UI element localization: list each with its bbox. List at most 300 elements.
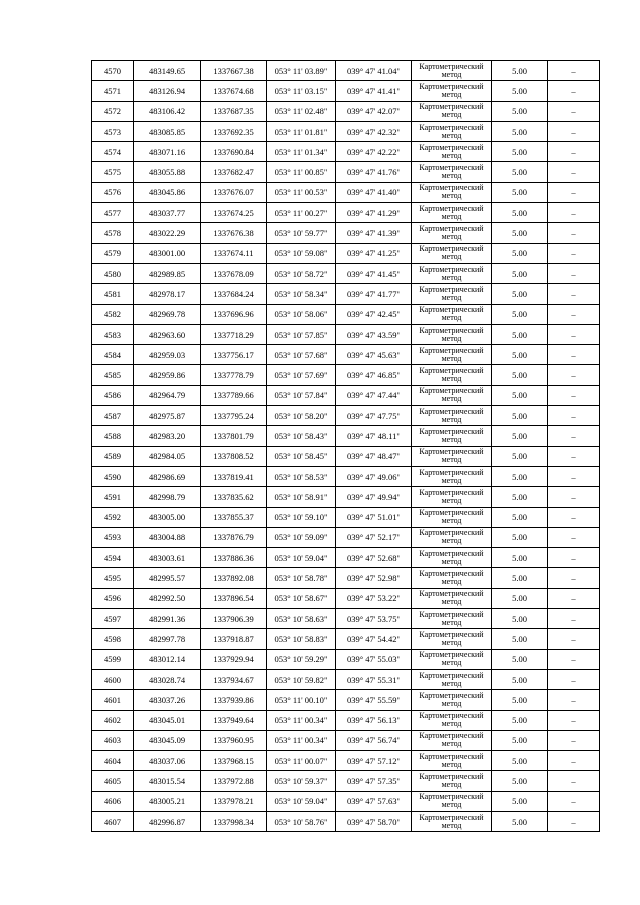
accuracy-cell: 5.00 <box>492 527 548 547</box>
latitude-cell: 053° 11' 03.89" <box>267 61 336 81</box>
point-number-cell: 4601 <box>92 690 134 710</box>
method-cell: Картометрический метод <box>412 527 492 547</box>
latitude-cell: 053° 10' 58.78" <box>267 568 336 588</box>
latitude-cell: 053° 10' 59.04" <box>267 548 336 568</box>
x-coordinate-cell: 483085.85 <box>134 121 201 141</box>
note-cell: – <box>548 182 600 202</box>
latitude-cell: 053° 11' 00.34" <box>267 730 336 750</box>
note-cell: – <box>548 791 600 811</box>
x-coordinate-cell: 483045.86 <box>134 182 201 202</box>
note-cell: – <box>548 284 600 304</box>
x-coordinate-cell: 482991.36 <box>134 609 201 629</box>
y-coordinate-cell: 1337789.66 <box>201 385 267 405</box>
point-number-cell: 4591 <box>92 487 134 507</box>
latitude-cell: 053° 11' 01.34" <box>267 142 336 162</box>
accuracy-cell: 5.00 <box>492 324 548 344</box>
point-number-cell: 4584 <box>92 345 134 365</box>
note-cell: – <box>548 811 600 831</box>
point-number-cell: 4572 <box>92 101 134 121</box>
method-cell: Картометрический метод <box>412 81 492 101</box>
longitude-cell: 039° 47' 48.47" <box>336 446 412 466</box>
x-coordinate-cell: 483001.00 <box>134 243 201 263</box>
y-coordinate-cell: 1337886.36 <box>201 548 267 568</box>
table-row <box>92 548 600 568</box>
x-coordinate-cell: 483055.88 <box>134 162 201 182</box>
y-coordinate-cell: 1337778.79 <box>201 365 267 385</box>
accuracy-cell: 5.00 <box>492 629 548 649</box>
longitude-cell: 039° 47' 41.77" <box>336 284 412 304</box>
accuracy-cell: 5.00 <box>492 771 548 791</box>
note-cell: – <box>548 568 600 588</box>
note-cell: – <box>548 385 600 405</box>
method-cell: Картометрический метод <box>412 649 492 669</box>
accuracy-cell: 5.00 <box>492 751 548 771</box>
table-row <box>92 203 600 223</box>
method-cell: Картометрический метод <box>412 101 492 121</box>
y-coordinate-cell: 1337678.09 <box>201 263 267 283</box>
latitude-cell: 053° 10' 57.84" <box>267 385 336 405</box>
table-row <box>92 507 600 527</box>
longitude-cell: 039° 47' 42.22" <box>336 142 412 162</box>
method-cell: Картометрический метод <box>412 548 492 568</box>
accuracy-cell: 5.00 <box>492 223 548 243</box>
x-coordinate-cell: 483071.16 <box>134 142 201 162</box>
accuracy-cell: 5.00 <box>492 426 548 446</box>
latitude-cell: 053° 10' 58.34" <box>267 284 336 304</box>
note-cell: – <box>548 263 600 283</box>
y-coordinate-cell: 1337855.37 <box>201 507 267 527</box>
y-coordinate-cell: 1337667.38 <box>201 61 267 81</box>
longitude-cell: 039° 47' 53.75" <box>336 609 412 629</box>
y-coordinate-cell: 1337795.24 <box>201 406 267 426</box>
y-coordinate-cell: 1337682.47 <box>201 162 267 182</box>
method-cell: Картометрический метод <box>412 669 492 689</box>
y-coordinate-cell: 1337929.94 <box>201 649 267 669</box>
x-coordinate-cell: 482978.17 <box>134 284 201 304</box>
y-coordinate-cell: 1337978.21 <box>201 791 267 811</box>
y-coordinate-cell: 1337906.39 <box>201 609 267 629</box>
longitude-cell: 039° 47' 41.40" <box>336 182 412 202</box>
latitude-cell: 053° 11' 00.07" <box>267 751 336 771</box>
y-coordinate-cell: 1337676.07 <box>201 182 267 202</box>
longitude-cell: 039° 47' 41.41" <box>336 81 412 101</box>
y-coordinate-cell: 1337696.96 <box>201 304 267 324</box>
accuracy-cell: 5.00 <box>492 284 548 304</box>
table-row <box>92 81 600 101</box>
latitude-cell: 053° 11' 00.85" <box>267 162 336 182</box>
longitude-cell: 039° 47' 42.32" <box>336 121 412 141</box>
accuracy-cell: 5.00 <box>492 263 548 283</box>
x-coordinate-cell: 482995.57 <box>134 568 201 588</box>
point-number-cell: 4576 <box>92 182 134 202</box>
table-row <box>92 771 600 791</box>
method-cell: Картометрический метод <box>412 304 492 324</box>
point-number-cell: 4589 <box>92 446 134 466</box>
latitude-cell: 053° 10' 58.83" <box>267 629 336 649</box>
point-number-cell: 4598 <box>92 629 134 649</box>
longitude-cell: 039° 47' 55.31" <box>336 669 412 689</box>
method-cell: Картометрический метод <box>412 568 492 588</box>
method-cell: Картометрический метод <box>412 142 492 162</box>
x-coordinate-cell: 483149.65 <box>134 61 201 81</box>
note-cell: – <box>548 527 600 547</box>
method-cell: Картометрический метод <box>412 588 492 608</box>
note-cell: – <box>548 162 600 182</box>
method-cell: Картометрический метод <box>412 629 492 649</box>
latitude-cell: 053° 10' 57.69" <box>267 365 336 385</box>
note-cell: – <box>548 649 600 669</box>
x-coordinate-cell: 483045.01 <box>134 710 201 730</box>
latitude-cell: 053° 10' 58.72" <box>267 263 336 283</box>
latitude-cell: 053° 11' 03.15" <box>267 81 336 101</box>
method-cell: Картометрический метод <box>412 730 492 750</box>
point-number-cell: 4583 <box>92 324 134 344</box>
longitude-cell: 039° 47' 57.63" <box>336 791 412 811</box>
note-cell: – <box>548 406 600 426</box>
y-coordinate-cell: 1337676.38 <box>201 223 267 243</box>
method-cell: Картометрический метод <box>412 690 492 710</box>
y-coordinate-cell: 1337674.11 <box>201 243 267 263</box>
x-coordinate-cell: 483015.54 <box>134 771 201 791</box>
note-cell: – <box>548 426 600 446</box>
point-number-cell: 4582 <box>92 304 134 324</box>
x-coordinate-cell: 483106.42 <box>134 101 201 121</box>
accuracy-cell: 5.00 <box>492 81 548 101</box>
table-row <box>92 162 600 182</box>
method-cell: Картометрический метод <box>412 61 492 81</box>
accuracy-cell: 5.00 <box>492 811 548 831</box>
accuracy-cell: 5.00 <box>492 243 548 263</box>
y-coordinate-cell: 1337718.29 <box>201 324 267 344</box>
point-number-cell: 4581 <box>92 284 134 304</box>
y-coordinate-cell: 1337918.87 <box>201 629 267 649</box>
method-cell: Картометрический метод <box>412 243 492 263</box>
x-coordinate-cell: 482998.79 <box>134 487 201 507</box>
y-coordinate-cell: 1337674.68 <box>201 81 267 101</box>
latitude-cell: 053° 11' 00.53" <box>267 182 336 202</box>
longitude-cell: 039° 47' 55.03" <box>336 649 412 669</box>
point-number-cell: 4588 <box>92 426 134 446</box>
table-row <box>92 243 600 263</box>
longitude-cell: 039° 47' 46.85" <box>336 365 412 385</box>
latitude-cell: 053° 10' 58.20" <box>267 406 336 426</box>
note-cell: – <box>548 243 600 263</box>
note-cell: – <box>548 487 600 507</box>
latitude-cell: 053° 10' 59.82" <box>267 669 336 689</box>
latitude-cell: 053° 10' 58.43" <box>267 426 336 446</box>
latitude-cell: 053° 10' 58.76" <box>267 811 336 831</box>
y-coordinate-cell: 1337896.54 <box>201 588 267 608</box>
table-row <box>92 466 600 486</box>
point-number-cell: 4606 <box>92 791 134 811</box>
method-cell: Картометрический метод <box>412 284 492 304</box>
table-row <box>92 446 600 466</box>
point-number-cell: 4587 <box>92 406 134 426</box>
method-cell: Картометрический метод <box>412 365 492 385</box>
point-number-cell: 4602 <box>92 710 134 730</box>
longitude-cell: 039° 47' 42.45" <box>336 304 412 324</box>
x-coordinate-cell: 483028.74 <box>134 669 201 689</box>
y-coordinate-cell: 1337949.64 <box>201 710 267 730</box>
longitude-cell: 039° 47' 52.17" <box>336 527 412 547</box>
method-cell: Картометрический метод <box>412 487 492 507</box>
point-number-cell: 4603 <box>92 730 134 750</box>
accuracy-cell: 5.00 <box>492 142 548 162</box>
point-number-cell: 4597 <box>92 609 134 629</box>
accuracy-cell: 5.00 <box>492 203 548 223</box>
latitude-cell: 053° 10' 57.68" <box>267 345 336 365</box>
y-coordinate-cell: 1337690.84 <box>201 142 267 162</box>
longitude-cell: 039° 47' 45.63" <box>336 345 412 365</box>
longitude-cell: 039° 47' 48.11" <box>336 426 412 446</box>
accuracy-cell: 5.00 <box>492 446 548 466</box>
y-coordinate-cell: 1337801.79 <box>201 426 267 446</box>
x-coordinate-cell: 483003.61 <box>134 548 201 568</box>
longitude-cell: 039° 47' 55.59" <box>336 690 412 710</box>
latitude-cell: 053° 10' 58.63" <box>267 609 336 629</box>
y-coordinate-cell: 1337674.25 <box>201 203 267 223</box>
table-row <box>92 811 600 831</box>
x-coordinate-cell: 482975.87 <box>134 406 201 426</box>
latitude-cell: 053° 10' 57.85" <box>267 324 336 344</box>
longitude-cell: 039° 47' 41.45" <box>336 263 412 283</box>
note-cell: – <box>548 588 600 608</box>
table-row <box>92 426 600 446</box>
y-coordinate-cell: 1337692.35 <box>201 121 267 141</box>
table-row <box>92 730 600 750</box>
latitude-cell: 053° 10' 59.29" <box>267 649 336 669</box>
longitude-cell: 039° 47' 41.76" <box>336 162 412 182</box>
point-number-cell: 4600 <box>92 669 134 689</box>
note-cell: – <box>548 142 600 162</box>
longitude-cell: 039° 47' 56.13" <box>336 710 412 730</box>
longitude-cell: 039° 47' 47.75" <box>336 406 412 426</box>
method-cell: Картометрический метод <box>412 406 492 426</box>
note-cell: – <box>548 121 600 141</box>
method-cell: Картометрический метод <box>412 710 492 730</box>
note-cell: – <box>548 345 600 365</box>
point-number-cell: 4592 <box>92 507 134 527</box>
accuracy-cell: 5.00 <box>492 730 548 750</box>
table-row <box>92 365 600 385</box>
x-coordinate-cell: 482959.86 <box>134 365 201 385</box>
point-number-cell: 4580 <box>92 263 134 283</box>
y-coordinate-cell: 1337687.35 <box>201 101 267 121</box>
table-row <box>92 588 600 608</box>
table-row <box>92 487 600 507</box>
longitude-cell: 039° 47' 54.42" <box>336 629 412 649</box>
method-cell: Картометрический метод <box>412 426 492 446</box>
y-coordinate-cell: 1337756.17 <box>201 345 267 365</box>
table-row <box>92 527 600 547</box>
table-row <box>92 324 600 344</box>
latitude-cell: 053° 11' 00.27" <box>267 203 336 223</box>
x-coordinate-cell: 483005.21 <box>134 791 201 811</box>
longitude-cell: 039° 47' 52.68" <box>336 548 412 568</box>
accuracy-cell: 5.00 <box>492 162 548 182</box>
y-coordinate-cell: 1337934.67 <box>201 669 267 689</box>
x-coordinate-cell: 483004.88 <box>134 527 201 547</box>
point-number-cell: 4585 <box>92 365 134 385</box>
longitude-cell: 039° 47' 42.07" <box>336 101 412 121</box>
note-cell: – <box>548 223 600 243</box>
point-number-cell: 4577 <box>92 203 134 223</box>
longitude-cell: 039° 47' 41.39" <box>336 223 412 243</box>
table-row <box>92 385 600 405</box>
table-row <box>92 710 600 730</box>
y-coordinate-cell: 1337939.86 <box>201 690 267 710</box>
table-row <box>92 568 600 588</box>
y-coordinate-cell: 1337998.34 <box>201 811 267 831</box>
note-cell: – <box>548 771 600 791</box>
method-cell: Картометрический метод <box>412 324 492 344</box>
x-coordinate-cell: 482989.85 <box>134 263 201 283</box>
x-coordinate-cell: 483037.26 <box>134 690 201 710</box>
x-coordinate-cell: 482996.87 <box>134 811 201 831</box>
accuracy-cell: 5.00 <box>492 507 548 527</box>
method-cell: Картометрический метод <box>412 446 492 466</box>
x-coordinate-cell: 483045.09 <box>134 730 201 750</box>
accuracy-cell: 5.00 <box>492 121 548 141</box>
latitude-cell: 053° 11' 00.10" <box>267 690 336 710</box>
table-row <box>92 345 600 365</box>
longitude-cell: 039° 47' 41.04" <box>336 61 412 81</box>
point-number-cell: 4607 <box>92 811 134 831</box>
accuracy-cell: 5.00 <box>492 406 548 426</box>
y-coordinate-cell: 1337960.95 <box>201 730 267 750</box>
point-number-cell: 4571 <box>92 81 134 101</box>
note-cell: – <box>548 710 600 730</box>
y-coordinate-cell: 1337819.41 <box>201 466 267 486</box>
note-cell: – <box>548 751 600 771</box>
y-coordinate-cell: 1337892.08 <box>201 568 267 588</box>
longitude-cell: 039° 47' 41.29" <box>336 203 412 223</box>
point-number-cell: 4575 <box>92 162 134 182</box>
point-number-cell: 4596 <box>92 588 134 608</box>
accuracy-cell: 5.00 <box>492 182 548 202</box>
table-row <box>92 690 600 710</box>
method-cell: Картометрический метод <box>412 771 492 791</box>
method-cell: Картометрический метод <box>412 162 492 182</box>
method-cell: Картометрический метод <box>412 507 492 527</box>
point-number-cell: 4595 <box>92 568 134 588</box>
note-cell: – <box>548 81 600 101</box>
accuracy-cell: 5.00 <box>492 345 548 365</box>
method-cell: Картометрический метод <box>412 263 492 283</box>
note-cell: – <box>548 324 600 344</box>
point-number-cell: 4605 <box>92 771 134 791</box>
latitude-cell: 053° 10' 58.53" <box>267 466 336 486</box>
latitude-cell: 053° 11' 00.34" <box>267 710 336 730</box>
accuracy-cell: 5.00 <box>492 791 548 811</box>
note-cell: – <box>548 203 600 223</box>
note-cell: – <box>548 629 600 649</box>
x-coordinate-cell: 482986.69 <box>134 466 201 486</box>
table-row <box>92 223 600 243</box>
accuracy-cell: 5.00 <box>492 548 548 568</box>
x-coordinate-cell: 482964.79 <box>134 385 201 405</box>
note-cell: – <box>548 101 600 121</box>
accuracy-cell: 5.00 <box>492 669 548 689</box>
method-cell: Картометрический метод <box>412 182 492 202</box>
x-coordinate-cell: 482969.78 <box>134 304 201 324</box>
x-coordinate-cell: 483037.06 <box>134 751 201 771</box>
table-row <box>92 61 600 81</box>
accuracy-cell: 5.00 <box>492 385 548 405</box>
latitude-cell: 053° 11' 01.81" <box>267 121 336 141</box>
method-cell: Картометрический метод <box>412 203 492 223</box>
x-coordinate-cell: 483126.94 <box>134 81 201 101</box>
method-cell: Картометрический метод <box>412 345 492 365</box>
table-row <box>92 406 600 426</box>
table-row <box>92 751 600 771</box>
accuracy-cell: 5.00 <box>492 609 548 629</box>
table-row <box>92 182 600 202</box>
table-row <box>92 304 600 324</box>
method-cell: Картометрический метод <box>412 385 492 405</box>
point-number-cell: 4594 <box>92 548 134 568</box>
accuracy-cell: 5.00 <box>492 690 548 710</box>
latitude-cell: 053° 10' 58.67" <box>267 588 336 608</box>
accuracy-cell: 5.00 <box>492 487 548 507</box>
point-number-cell: 4573 <box>92 121 134 141</box>
note-cell: – <box>548 690 600 710</box>
longitude-cell: 039° 47' 41.25" <box>336 243 412 263</box>
latitude-cell: 053° 10' 58.45" <box>267 446 336 466</box>
latitude-cell: 053° 11' 02.48" <box>267 101 336 121</box>
method-cell: Картометрический метод <box>412 609 492 629</box>
table-row <box>92 121 600 141</box>
accuracy-cell: 5.00 <box>492 588 548 608</box>
coordinates-table <box>91 60 600 832</box>
accuracy-cell: 5.00 <box>492 304 548 324</box>
table-row <box>92 649 600 669</box>
accuracy-cell: 5.00 <box>492 649 548 669</box>
longitude-cell: 039° 47' 51.01" <box>336 507 412 527</box>
note-cell: – <box>548 61 600 81</box>
method-cell: Картометрический метод <box>412 223 492 243</box>
point-number-cell: 4590 <box>92 466 134 486</box>
y-coordinate-cell: 1337684.24 <box>201 284 267 304</box>
note-cell: – <box>548 446 600 466</box>
point-number-cell: 4593 <box>92 527 134 547</box>
latitude-cell: 053° 10' 58.06" <box>267 304 336 324</box>
x-coordinate-cell: 483005.00 <box>134 507 201 527</box>
point-number-cell: 4586 <box>92 385 134 405</box>
coordinates-table-body <box>92 61 600 832</box>
y-coordinate-cell: 1337972.88 <box>201 771 267 791</box>
latitude-cell: 053° 10' 58.91" <box>267 487 336 507</box>
method-cell: Картометрический метод <box>412 121 492 141</box>
y-coordinate-cell: 1337835.62 <box>201 487 267 507</box>
note-cell: – <box>548 507 600 527</box>
x-coordinate-cell: 482959.03 <box>134 345 201 365</box>
latitude-cell: 053° 10' 59.37" <box>267 771 336 791</box>
note-cell: – <box>548 466 600 486</box>
point-number-cell: 4570 <box>92 61 134 81</box>
x-coordinate-cell: 482992.50 <box>134 588 201 608</box>
method-cell: Картометрический метод <box>412 466 492 486</box>
accuracy-cell: 5.00 <box>492 466 548 486</box>
accuracy-cell: 5.00 <box>492 365 548 385</box>
note-cell: – <box>548 669 600 689</box>
longitude-cell: 039° 47' 49.06" <box>336 466 412 486</box>
longitude-cell: 039° 47' 47.44" <box>336 385 412 405</box>
longitude-cell: 039° 47' 58.70" <box>336 811 412 831</box>
point-number-cell: 4574 <box>92 142 134 162</box>
y-coordinate-cell: 1337808.52 <box>201 446 267 466</box>
x-coordinate-cell: 482997.78 <box>134 629 201 649</box>
